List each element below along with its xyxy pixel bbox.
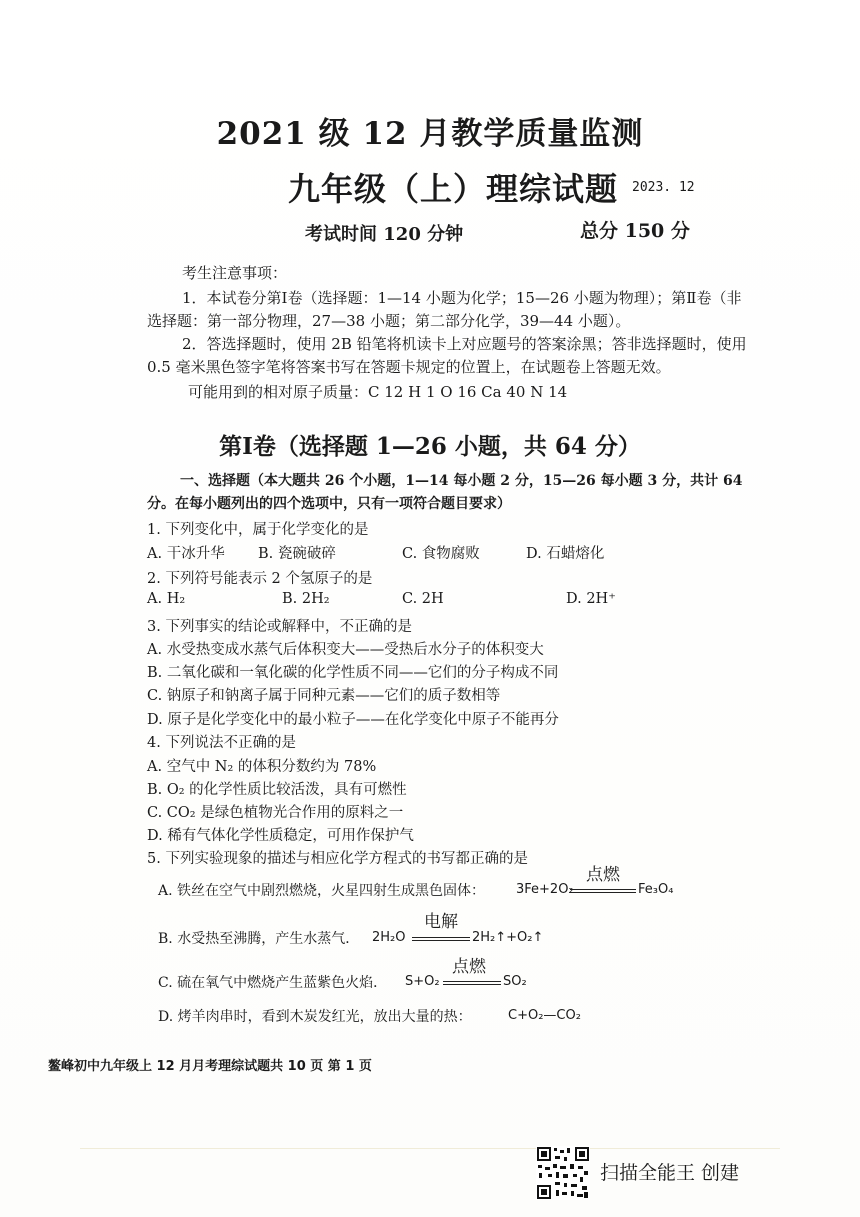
question-4-option-d: D. 稀有气体化学性质稳定，可用作保护气 xyxy=(147,828,414,844)
note-1-line-1: 1．本试卷分第Ⅰ卷（选择题：1—14 小题为化学；15—26 小题为物理）；第Ⅱ卷（非 xyxy=(182,289,742,307)
question-5-option-a-text: A. 铁丝在空气中剧烈燃烧，火星四射生成黑色固体： xyxy=(158,883,486,899)
question-5-stem: 5. 下列实验现象的描述与相应化学方程式的书写都正确的是 xyxy=(147,851,528,867)
question-5-option-b-reaction-line xyxy=(412,937,470,938)
atomic-mass-note: 可能用到的相对原子质量：C 12 H 1 O 16 Ca 40 N 14 xyxy=(188,383,568,401)
question-5-option-a-reaction-line xyxy=(570,889,636,890)
question-1-option-b: B. 瓷碗破碎 xyxy=(258,546,336,562)
page-footer: 鳌峰初中九年级上 12 月月考理综试题共 10 页 第 1 页 xyxy=(48,1059,372,1074)
exam-date: 2023. 12 xyxy=(632,180,695,195)
qr-code-icon xyxy=(536,1146,590,1200)
question-2-option-a: A. H₂ xyxy=(147,591,186,607)
question-5-option-a-reactants: 3Fe+2O₂ xyxy=(516,882,574,897)
question-1-option-d: D. 石蜡熔化 xyxy=(526,546,605,562)
question-3-option-c: C. 钠原子和钠离子属于同种元素——它们的质子数相等 xyxy=(147,688,501,704)
question-4-option-c: C. CO₂ 是绿色植物光合作用的原料之一 xyxy=(147,805,404,821)
exam-title: 2021 级 12 月教学质量监测 xyxy=(216,116,644,152)
question-5-option-a-reaction-line-2 xyxy=(570,892,636,893)
question-5-option-b-text: B. 水受热至沸腾，产生水蒸气． xyxy=(158,931,360,947)
question-5-option-c-reactants: S+O₂ xyxy=(405,974,440,989)
question-2-option-d: D. 2H⁺ xyxy=(566,591,616,607)
question-2-option-b: B. 2H₂ xyxy=(282,591,330,607)
question-1-option-c: C. 食物腐败 xyxy=(402,546,480,562)
exam-subtitle: 九年级（上）理综试题 xyxy=(288,170,619,208)
section-title: 第Ⅰ卷（选择题 1—26 小题，共 64 分） xyxy=(219,433,641,460)
question-1-option-a: A. 干冰升华 xyxy=(147,546,225,562)
question-5-option-c-condition: 点燃 xyxy=(452,957,486,977)
question-1-stem: 1. 下列变化中，属于化学变化的是 xyxy=(147,522,369,538)
question-5-option-a-condition: 点燃 xyxy=(586,865,620,885)
question-5-option-c-reaction-line-2 xyxy=(443,984,501,985)
question-5-option-b-products: 2H₂↑+O₂↑ xyxy=(472,930,544,945)
question-5-option-b-reaction-line-2 xyxy=(412,940,470,941)
question-5-option-d-text: D. 烤羊肉串时，看到木炭发红光，放出大量的热： xyxy=(158,1009,472,1025)
question-4-option-a: A. 空气中 N₂ 的体积分数约为 78% xyxy=(147,759,377,775)
section-intro-line-1: 一、选择题（本大题共 26 个小题，1—14 每小题 2 分，15—26 每小题 3 分，共计 64 xyxy=(180,473,743,489)
question-5-option-c-text: C. 硫在氧气中燃烧产生蓝紫色火焰． xyxy=(158,975,388,991)
note-1-line-2: 选择题：第一部分物理，27—38 小题；第二部分化学，39—44 小题）。 xyxy=(147,312,631,330)
note-2-line-2: 0.5 毫米黑色签字笔将答案书写在答题卡规定的位置上，在试题卷上答题无效。 xyxy=(147,358,671,376)
footer-divider xyxy=(80,1148,780,1149)
question-3-stem: 3. 下列事实的结论或解释中，不正确的是 xyxy=(147,619,412,635)
question-3-option-a: A. 水受热变成水蒸气后体积变大——受热后水分子的体积变大 xyxy=(147,642,544,658)
note-2-line-1: 2．答选择题时，使用 2B 铅笔将机读卡上对应题号的答案涂黑；答非选择题时，使用 xyxy=(182,335,747,353)
question-5-option-a-products: Fe₃O₄ xyxy=(638,882,674,897)
question-5-option-b-reactants: 2H₂O xyxy=(372,930,406,945)
question-2-stem: 2. 下列符号能表示 2 个氢原子的是 xyxy=(147,571,373,587)
exam-total-score: 总分 150 分 xyxy=(580,220,690,242)
question-4-stem: 4. 下列说法不正确的是 xyxy=(147,735,296,751)
section-intro-line-2: 分。在每小题列出的四个选项中，只有一项符合题目要求） xyxy=(147,496,511,512)
notes-heading: 考生注意事项： xyxy=(182,264,288,282)
question-5-option-c-reaction-line xyxy=(443,981,501,982)
question-3-option-d: D. 原子是化学变化中的最小粒子——在化学变化中原子不能再分 xyxy=(147,712,559,728)
question-5-option-c-products: SO₂ xyxy=(503,974,527,989)
question-5-option-d-equation: C+O₂—CO₂ xyxy=(508,1008,581,1023)
question-4-option-b: B. O₂ 的化学性质比较活泼，具有可燃性 xyxy=(147,782,407,798)
scanner-watermark: 扫描全能王 创建 xyxy=(600,1162,740,1184)
question-5-option-b-condition: 电解 xyxy=(424,912,458,932)
question-3-option-b: B. 二氧化碳和一氧化碳的化学性质不同——它们的分子构成不同 xyxy=(147,665,559,681)
exam-duration: 考试时间 120 分钟 xyxy=(305,224,464,245)
question-2-option-c: C. 2H xyxy=(402,591,444,607)
